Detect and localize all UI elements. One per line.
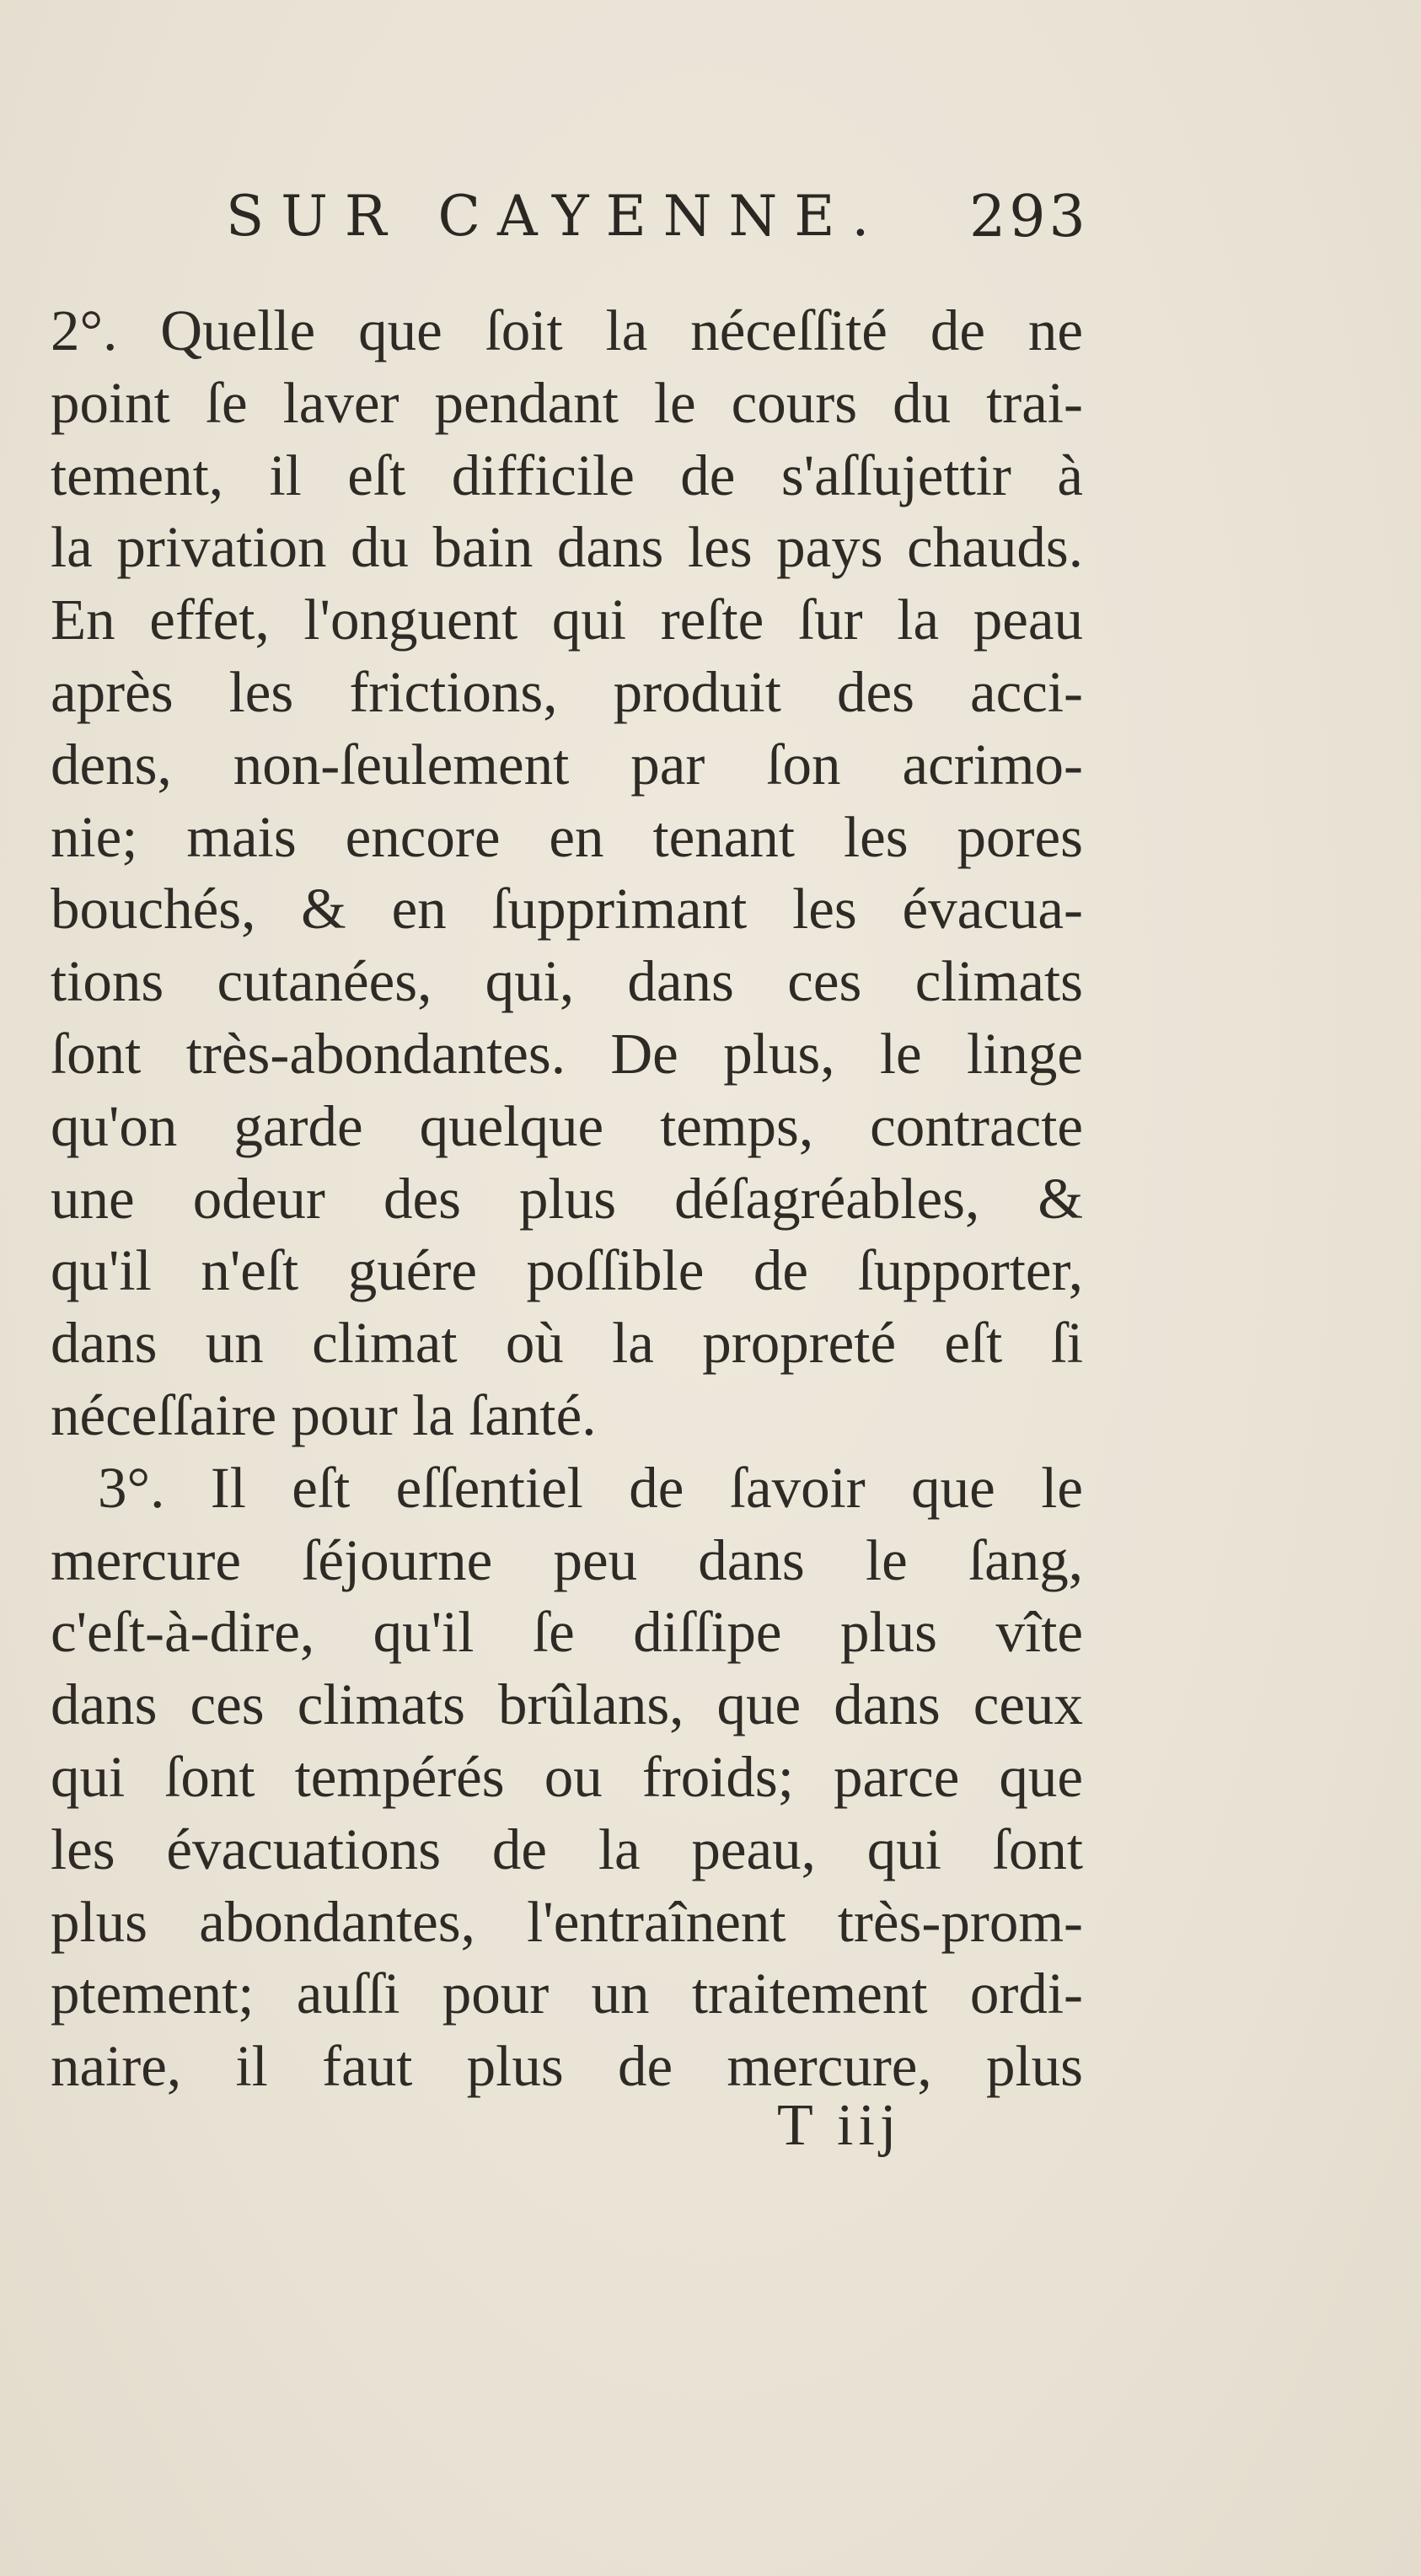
text-line: la privation du bain dans les pays chauds. — [51, 515, 1083, 580]
text-line: nie; mais encore en tenant les pores — [51, 804, 1083, 869]
text-line: dans un climat où la propreté eſt ſi — [51, 1311, 1083, 1376]
text-line: 3°. Il eſt eſſentiel de ſavoir que le — [98, 1455, 1083, 1520]
text-line: les évacuations de la peau, qui ſont — [51, 1817, 1083, 1881]
text-line: néceſſaire pour la ſanté. — [51, 1382, 597, 1447]
text-line: c'eſt-à-dire, qu'il ſe diſſipe plus vîte — [51, 1600, 1083, 1665]
signature-mark: T iij — [777, 2093, 902, 2158]
body-text — [51, 295, 1083, 2103]
text-line: bouchés, & en ſupprimant les évacua- — [51, 877, 1083, 942]
text-line: qui ſont tempérés ou froids; parce que — [51, 1744, 1083, 1809]
running-head — [0, 184, 1421, 268]
text-line: une odeur des plus déſagréables, & — [51, 1166, 1083, 1231]
text-line: qu'on garde quelque temps, contracte — [51, 1093, 1083, 1158]
text-line: En effet, l'onguent qui reſte ſur la peau — [51, 588, 1083, 652]
text-line: après les frictions, produit des acci- — [51, 659, 1083, 724]
text-line: ptement; auſſi pour un traitement ordi- — [51, 1962, 1083, 2026]
text-line: plus abondantes, l'entraînent très-prom- — [51, 1889, 1083, 1954]
text-line: naire, il faut plus de mercure, plus — [51, 2034, 1083, 2099]
running-head-title: SUR CAYENNE. — [226, 184, 887, 249]
text-line: ſont très-abondantes. De plus, le linge — [51, 1021, 1083, 1086]
text-line: dens, non-ſeulement par ſon acrimo- — [51, 732, 1083, 797]
page-number: 293 — [969, 184, 1089, 250]
text-line: qu'il n'eſt guére poſſible de ſupporter, — [51, 1238, 1083, 1303]
text-line: 2°. Quelle que ſoit la néceſſité de ne — [51, 298, 1083, 362]
text-line: dans ces climats brûlans, que dans ceux — [51, 1672, 1083, 1737]
text-line: tement, il eſt difficile de s'aſſujettir à — [51, 443, 1083, 507]
text-line: point ſe laver pendant le cours du trai- — [51, 370, 1083, 435]
text-line: tions cutanées, qui, dans ces climats — [51, 949, 1083, 1014]
text-line: mercure ſéjourne peu dans le ſang, — [51, 1527, 1083, 1592]
